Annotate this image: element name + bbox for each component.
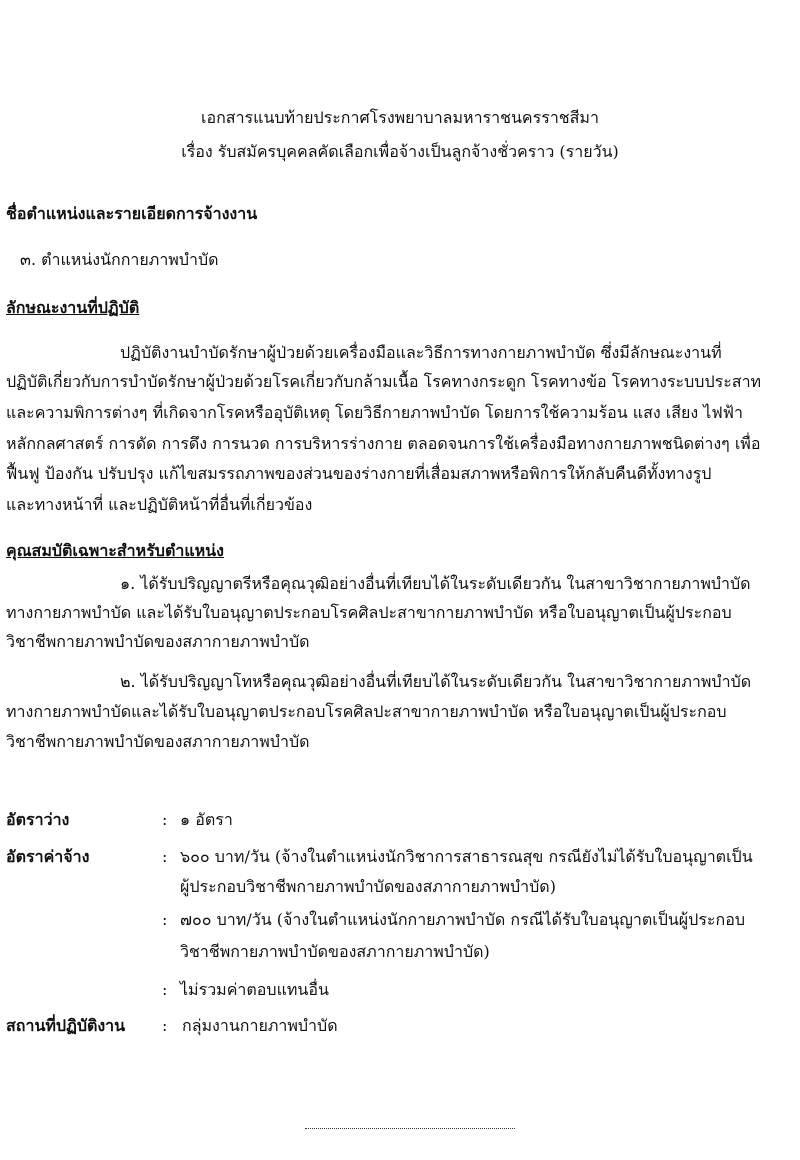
qualification-line: ทางกายภาพบำบัดและได้รับใบอนุญาตประกอบโรคศิลปะสาขากายภาพบำบัด หรือใบอนุญาตเป็นผู้ประกอบ (6, 702, 727, 721)
qualifications-heading: คุณสมบัติเฉพาะสำหรับตำแหน่ง (6, 541, 224, 560)
wage-colon: : (162, 847, 168, 866)
position-title: ๓. ตำแหน่งนักกายภาพบำบัด (20, 250, 219, 269)
workplace-value: กลุ่มงานกายภาพบำบัด (182, 1016, 338, 1035)
qualification-line: ๒. ได้รับปริญญาโทหรือคุณวุฒิอย่างอื่นที่เทียบได้ในระดับเดียวกัน ในสาขาวิชากายภาพบำบัด (120, 672, 752, 691)
duties-line: ปฏิบัติเกี่ยวกับการบำบัดรักษาผู้ป่วยด้วยโรคเกี่ยวกับกล้ามเนื้อ โรคทางกระดูก โรคทางข้อ โรคทางระบบประสาท (6, 372, 762, 391)
wage-line: ๖๐๐ บาท/วัน (จ้างในตำแหน่งนักวิชาการสาธารณสุข กรณียังไม่ได้รับใบอนุญาตเป็น (180, 847, 753, 866)
wage-colon: : (162, 980, 168, 999)
qualification-line: วิชาชีพกายภาพบำบัดของสภากายภาพบำบัด (6, 632, 310, 651)
duties-line: และความพิการต่างๆ ที่เกิดจากโรคหรืออุบัติเหตุ โดยวิธีกายภาพบำบัด โดยการใช้ความร้อน แสง เสียง ไฟฟ้า (6, 403, 743, 422)
wage-line: ๗๐๐ บาท/วัน (จ้างในตำแหน่งนักกายภาพบำบัด กรณีได้รับใบอนุญาตเป็นผู้ประกอบ (180, 910, 745, 929)
duties-line: ฟื้นฟู ป้องกัน ปรับปรุง แก้ไขสมรรถภาพของส่วนของร่างกายที่เสื่อมสภาพหรือพิการให้กลับคืนดีทั้งทางรูป (6, 464, 712, 483)
qualification-line: ทางกายภาพบำบัด และได้รับใบอนุญาตประกอบโรคศิลปะสาขากายภาพบำบัด หรือใบอนุญาตเป็นผู้ประกอบ (6, 603, 732, 622)
duties-line: หลักกลศาสตร์ การดัด การดึง การนวด การบริหารร่างกาย ตลอดจนการใช้เครื่องมือทางกายภาพชนิดต่างๆ เพื่อ (6, 434, 761, 453)
vacancy-value: ๑ อัตรา (180, 810, 233, 829)
wage-line: ผู้ประกอบวิชาชีพกายภาพบำบัดของสภากายภาพบำบัด) (180, 877, 556, 896)
workplace-colon: : (162, 1016, 168, 1035)
wage-line: ไม่รวมค่าตอบแทนอื่น (180, 980, 329, 999)
wage-label: อัตราค่าจ้าง (6, 847, 90, 866)
duties-line: ปฏิบัติงานบำบัดรักษาผู้ป่วยด้วยเครื่องมือและวิธีการทางกายภาพบำบัด ซึ่งมีลักษณะงานที่ (120, 343, 722, 362)
wage-colon: : (162, 910, 168, 929)
duties-line: และทางหน้าที่ และปฏิบัติหน้าที่อื่นที่เกี่ยวข้อง (6, 495, 313, 514)
qualification-line: ๑. ได้รับปริญญาตรีหรือคุณวุฒิอย่างอื่นที่เทียบได้ในระดับเดียวกัน ในสาขาวิชากายภาพบำบัด (120, 574, 751, 593)
section-heading: ชื่อตำแหน่งและรายเอียดการจ้างงาน (6, 204, 258, 223)
vacancy-colon: : (162, 810, 168, 829)
document-title: เอกสารแนบท้ายประกาศโรงพยาบาลมหาราชนครราชสีมา (201, 108, 599, 127)
document-subject: เรื่อง รับสมัครบุคคลคัดเลือกเพื่อจ้างเป็นลูกจ้างชั่วคราว (รายวัน) (181, 142, 619, 161)
closing-dotted-rule (305, 1128, 515, 1129)
workplace-label: สถานที่ปฏิบัติงาน (6, 1016, 126, 1035)
vacancy-label: อัตราว่าง (6, 810, 70, 829)
duties-heading: ลักษณะงานที่ปฏิบัติ (6, 298, 140, 317)
qualification-line: วิชาชีพกายภาพบำบัดของสภากายภาพบำบัด (6, 732, 310, 751)
wage-line: วิชาชีพกายภาพบำบัดของสภากายภาพบำบัด) (180, 942, 490, 961)
